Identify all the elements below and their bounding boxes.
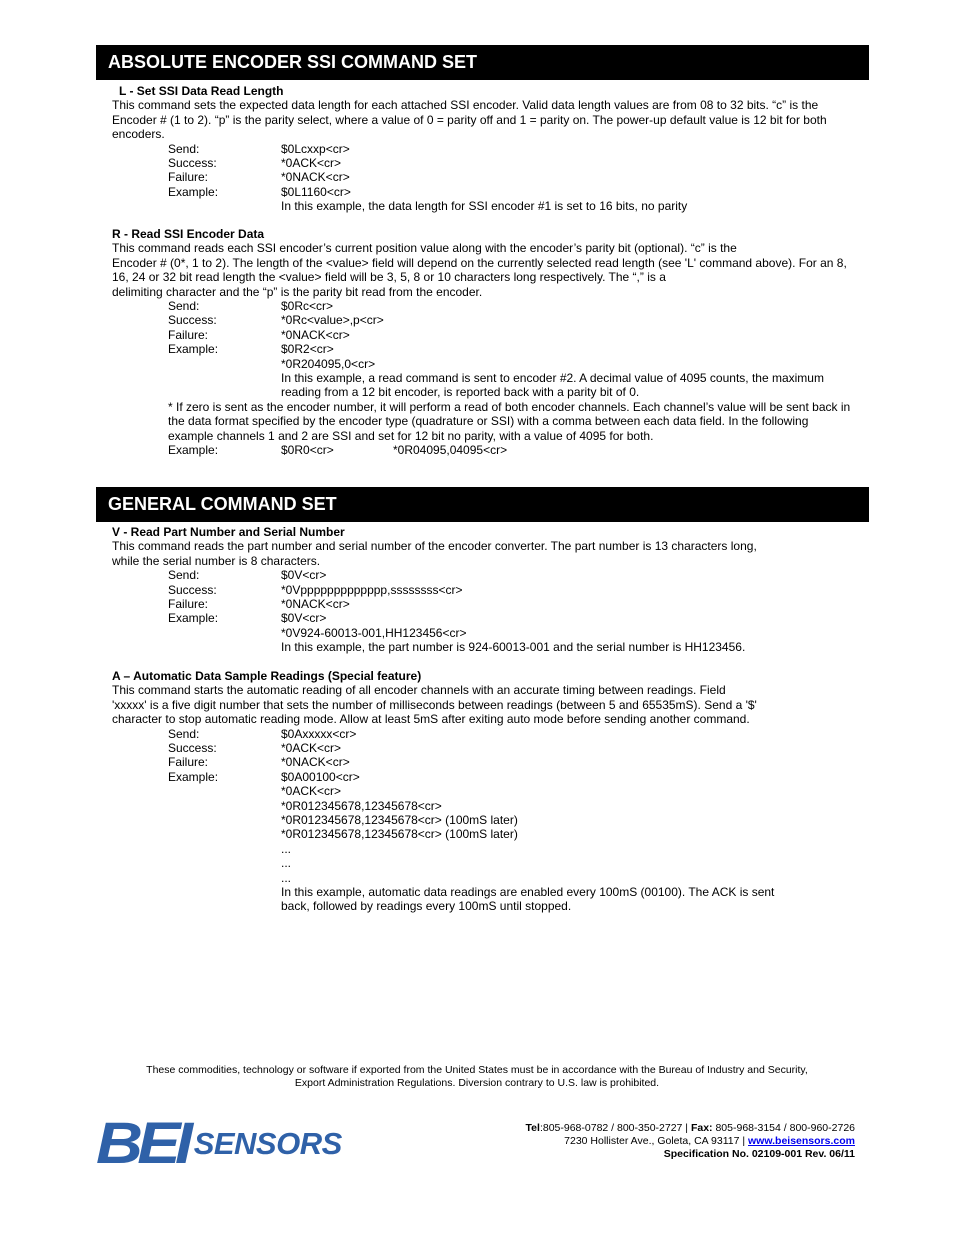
command-v-example-reply: *0V924-60013-001,HH123456<cr> [281, 625, 467, 640]
example-value: $0R2<cr> [281, 342, 334, 357]
command-r-zero-note: * If zero is sent as the encoder number, it will perform a read of both encoder channels. Each channel’s value will be sent back in the data format specified by the encoder type (quadrature or SSI) with a comma between each data field. In the following example channels 1 and 2 are SSI and set for 12 bit no parity, with a value of 4095 for both. [168, 399, 851, 443]
send-label: Send: [168, 299, 200, 314]
command-l-example-note: In this example, the data length for SSI encoder #1 is set to 16 bits, no parity [281, 199, 688, 214]
success-value: *0Rc<value>,p<cr> [281, 313, 384, 328]
command-v-send-row [112, 568, 857, 582]
section-banner-absolute-encoder: ABSOLUTE ENCODER SSI COMMAND SET [96, 45, 869, 80]
command-v-example-note: In this example, the part number is 924-60013-001 and the serial number is HH123456. [281, 640, 746, 655]
command-r-description-2: Encoder # (0*, 1 to 2). The length of the <value> field will depend on the currently selected read length (see 'L' command above). For an 8, 16, 24 or 32 bit read length the <value> field will be 3, 5, 8 or 10 characters long respectively. The “,” is a [112, 255, 847, 285]
send-value: $0Lcxxp<cr> [281, 141, 350, 156]
success-value: *0ACK<cr> [281, 156, 342, 171]
spec-number [526, 1148, 855, 1161]
command-v-example-row [112, 611, 857, 625]
spec-text: Specification No. 02109-001 Rev. 06/11 [663, 1148, 855, 1160]
command-a-example-line: ... [281, 841, 292, 856]
example-label: Example: [168, 611, 219, 626]
export-notice-line-2: Export Administration Regulations. Diversion contrary to U.S. law is prohibited. [294, 1076, 660, 1089]
command-v-section [112, 525, 857, 655]
command-r-example-note: In this example, a read command is sent to encoder #2. A decimal value of 4095 counts, the maximum reading from a 12 bit encoder, is reported back with a parity bit of 0. [281, 371, 824, 400]
address: 7230 Hollister Ave., Goleta, CA 93117 | [564, 1135, 749, 1147]
command-a-example-line: *0R012345678,12345678<cr> [281, 798, 442, 813]
bei-sensors-logo [96, 1111, 342, 1176]
contact-block [526, 1122, 855, 1161]
send-value: $0Axxxxx<cr> [281, 726, 357, 741]
tel-value: :805-968-0782 / 800-350-2727 | [539, 1122, 691, 1134]
command-r-example2-row [112, 443, 857, 457]
example2-reply: *0R04095,04095<cr> [393, 443, 508, 458]
failure-value: *0NACK<cr> [281, 755, 350, 770]
website-link[interactable]: www.beisensors.com [748, 1135, 855, 1147]
export-notice [0, 1064, 954, 1089]
command-a-description: This command starts the automatic reading of all encoder channels with an accurate timing between readings. Field 'xxxxx' is a five digit number that sets the number of milliseconds between readings (between 5 and 65535mS). Send a '$' character to stop automatic reading mode. Allow at least 5mS after exiting auto mode before sending another command. [112, 683, 757, 727]
command-l-success-row [112, 156, 857, 170]
example-label: Example: [168, 184, 219, 199]
send-value: $0Rc<cr> [281, 299, 334, 314]
send-label: Send: [168, 141, 200, 156]
failure-value: *0NACK<cr> [281, 597, 350, 611]
command-r-send-row [112, 299, 857, 313]
command-a-example-line: *0ACK<cr> [281, 784, 342, 799]
command-l-description: This command sets the expected data length for each attached SSI encoder. Valid data length values are from 08 to 32 bits. “c” is the Encoder # (1 to 2). “p” is the parity select, where a value of 0 = parity off and 1 = parity on. The power-up default value is 12 bit for both encoders. [112, 98, 827, 142]
example2-send: $0R0<cr> [281, 443, 334, 458]
command-a-example-note: In this example, automatic data readings are enabled every 100mS (00100). The ACK is sent back, followed by readings every 100mS until stopped. [281, 885, 775, 914]
example-value: $0L1160<cr> [281, 184, 351, 199]
fax-value: 805-968-3154 / 800-960-2726 [712, 1122, 855, 1134]
command-a-example-line: *0R012345678,12345678<cr> (100mS later) [281, 813, 518, 827]
failure-label: Failure: [168, 755, 209, 770]
send-label: Send: [168, 726, 200, 741]
logo-sensors-text: SENSORS [193, 1126, 342, 1161]
failure-label: Failure: [168, 327, 209, 342]
command-a-failure-row [112, 755, 857, 769]
failure-label: Failure: [168, 597, 209, 611]
fax-label: Fax: [690, 1122, 713, 1134]
command-v-heading: V - Read Part Number and Serial Number [112, 525, 345, 539]
command-a-heading: A – Automatic Data Sample Readings (Special feature) [112, 669, 422, 683]
success-label: Success: [168, 741, 217, 756]
command-r-success-row [112, 313, 857, 327]
command-v-description: This command reads the part number and serial number of the encoder converter. The part number is 13 characters long, while the serial number is 8 characters. [112, 539, 757, 568]
command-l-section [112, 84, 857, 214]
failure-label: Failure: [168, 170, 209, 185]
command-l-heading: L - Set SSI Data Read Length [119, 84, 284, 98]
command-a-section [112, 669, 857, 914]
example-value: $0A00100<cr> [281, 769, 360, 784]
command-l-send-row [112, 142, 857, 156]
logo-bei-text: BEI [96, 1111, 188, 1176]
success-value: *0ACK<cr> [281, 741, 342, 756]
command-r-failure-row [112, 328, 857, 342]
section-banner-general-command: GENERAL COMMAND SET [96, 487, 869, 522]
example-label: Example: [168, 342, 219, 357]
command-a-example-line: *0R012345678,12345678<cr> (100mS later) [281, 827, 518, 842]
command-a-example-row [112, 770, 857, 784]
command-r-heading: R - Read SSI Encoder Data [112, 227, 265, 241]
command-a-example-line: ... [281, 856, 292, 871]
send-value: $0V<cr> [281, 568, 327, 583]
command-v-success-row [112, 583, 857, 597]
success-label: Success: [168, 582, 217, 597]
command-a-success-row [112, 741, 857, 755]
command-r-description-1: This command reads each SSI encoder’s current position value along with the encoder’s parity bit (optional). “c” is the [112, 241, 737, 256]
failure-value: *0NACK<cr> [281, 327, 350, 342]
success-label: Success: [168, 156, 217, 171]
contact-phone-line [526, 1122, 855, 1135]
command-l-failure-row [112, 170, 857, 184]
command-a-send-row [112, 727, 857, 741]
command-l-example-row [112, 185, 857, 199]
success-label: Success: [168, 313, 217, 328]
tel-label: Tel [525, 1122, 540, 1134]
example-value: $0V<cr> [281, 611, 327, 626]
success-value: *0Vppppppppppppp,ssssssss<cr> [281, 582, 463, 597]
command-a-example-line: ... [281, 870, 292, 885]
example-label: Example: [168, 443, 219, 458]
send-label: Send: [168, 568, 200, 583]
command-r-example-row [112, 342, 857, 356]
example-label: Example: [168, 769, 219, 784]
command-v-failure-row [112, 597, 857, 611]
failure-value: *0NACK<cr> [281, 170, 350, 185]
command-r-section [112, 227, 857, 457]
command-r-description-3: delimiting character and the “p” is the parity bit read from the encoder. [112, 284, 483, 299]
export-notice-line-1: These commodities, technology or software if exported from the United States must be in accordance with the Bureau of Industry and Security, [146, 1064, 808, 1076]
command-r-example-reply: *0R204095,0<cr> [281, 356, 376, 371]
contact-address-line [526, 1135, 855, 1148]
